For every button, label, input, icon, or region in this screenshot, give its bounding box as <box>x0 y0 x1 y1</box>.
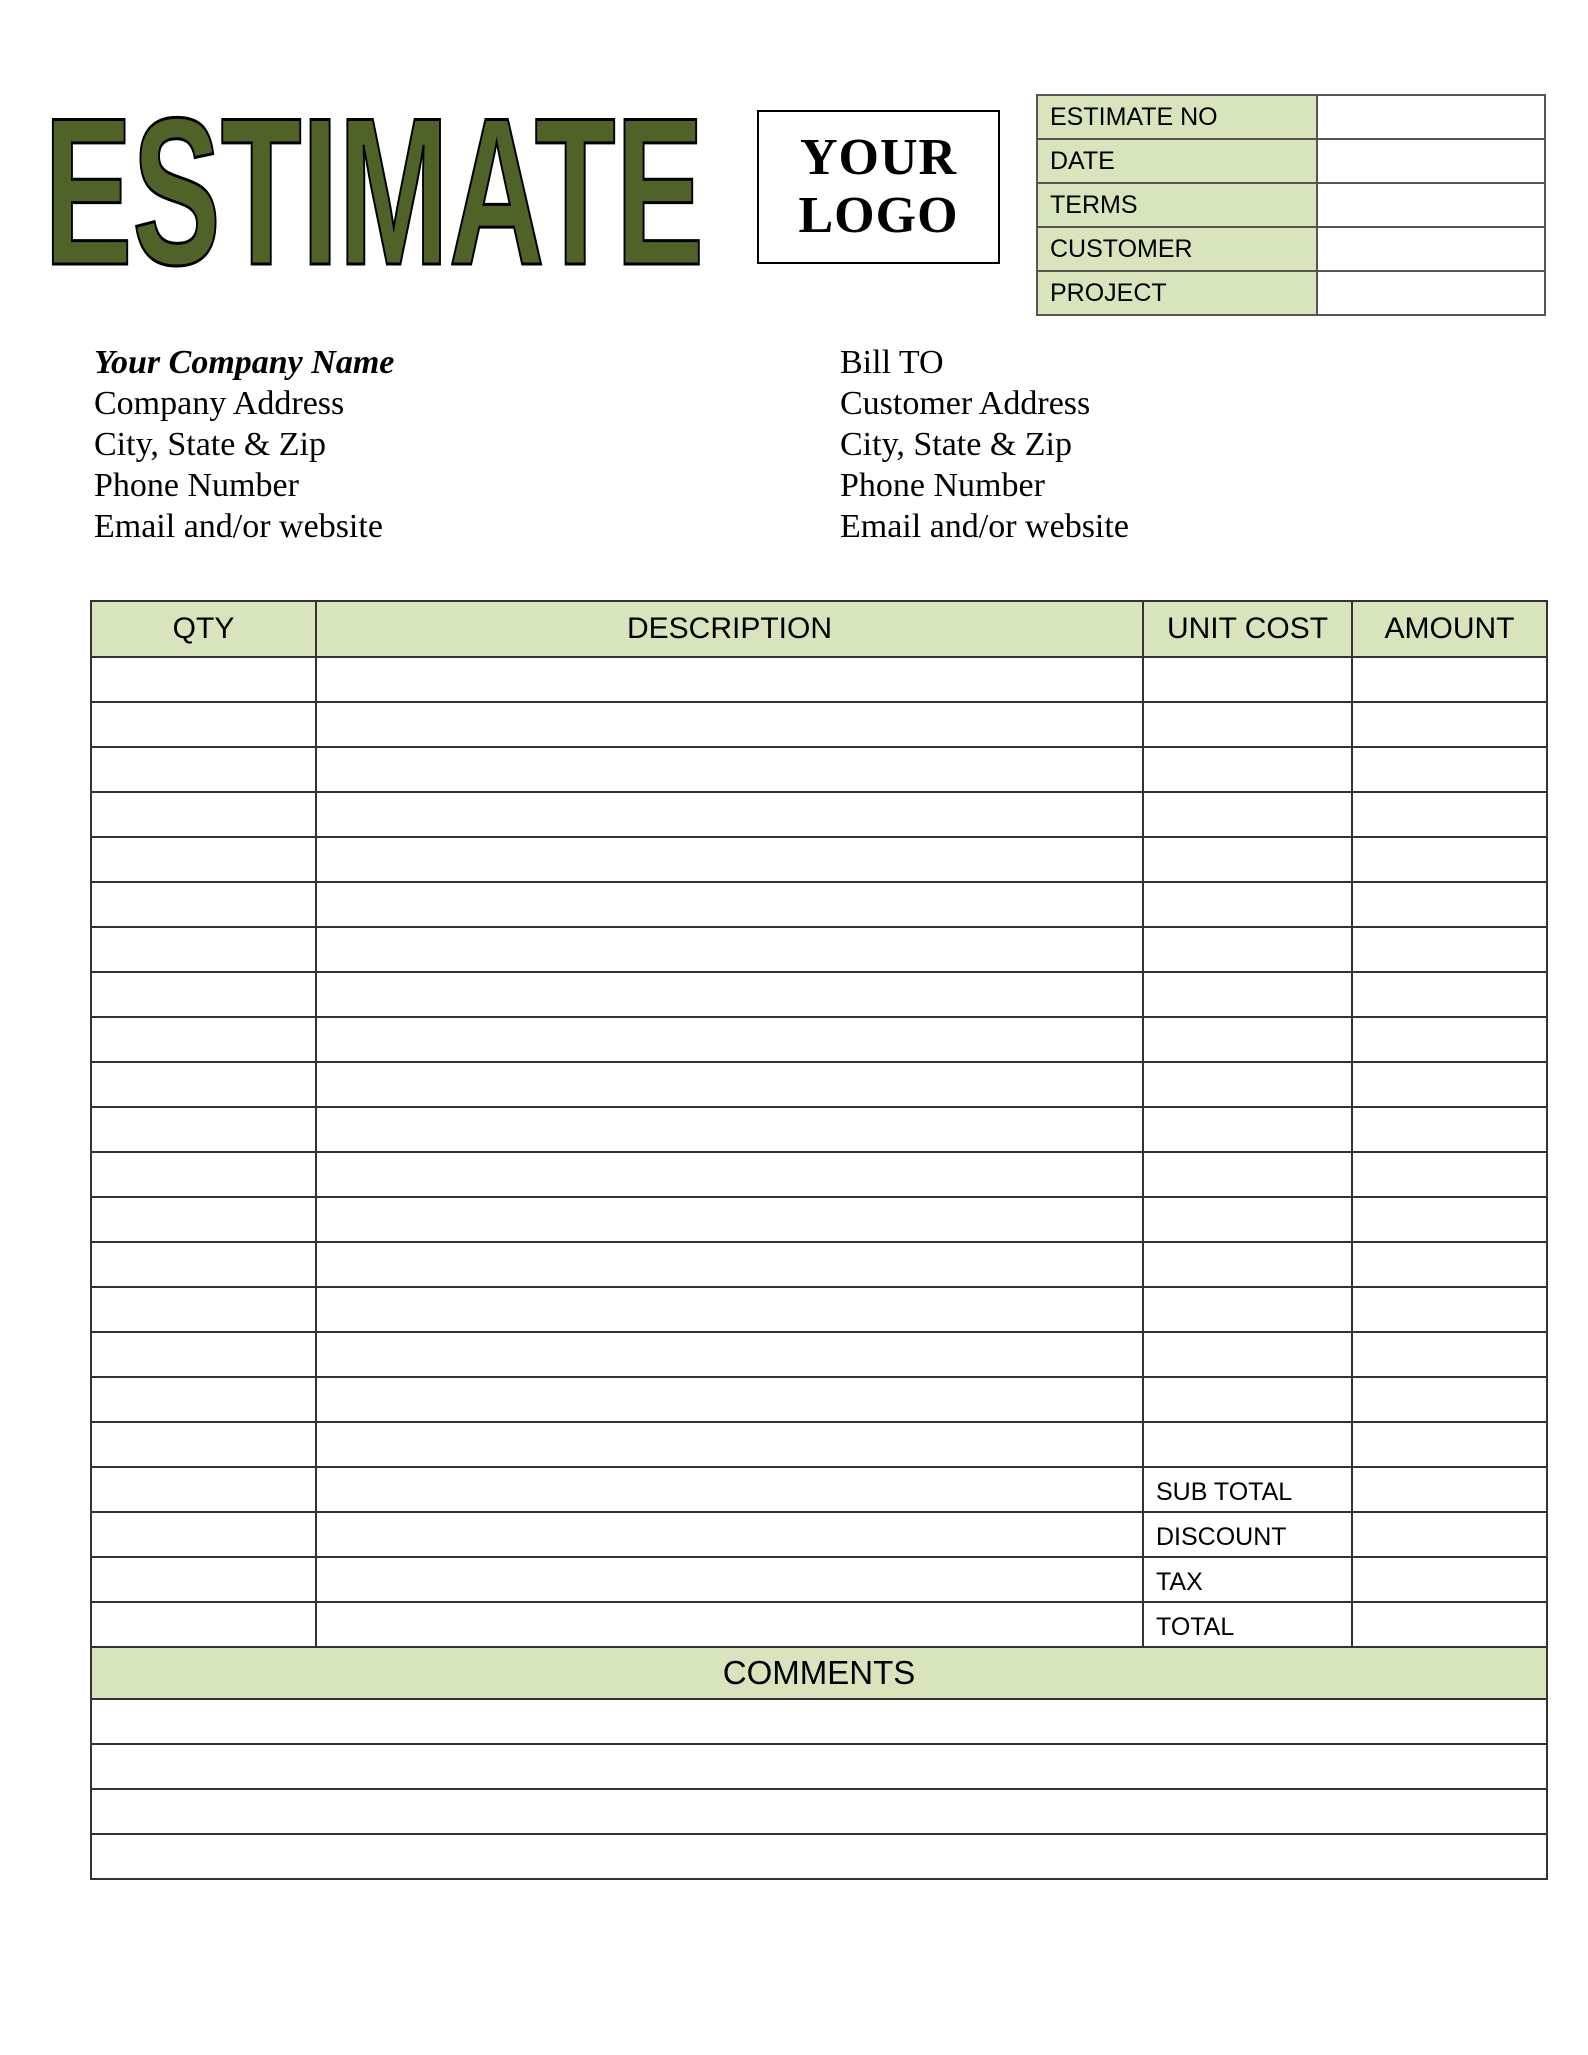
logo-line-1: YOUR <box>799 129 958 186</box>
unit-cost-cell[interactable] <box>1143 1152 1352 1197</box>
comments-header-row <box>91 1647 1547 1699</box>
description-cell[interactable] <box>316 1107 1143 1152</box>
amount-cell[interactable] <box>1352 702 1547 747</box>
table-header-row <box>91 601 1547 657</box>
qty-cell[interactable] <box>91 747 316 792</box>
description-cell[interactable] <box>316 1602 1143 1647</box>
customer-phone: Phone Number <box>840 467 1045 504</box>
table-row <box>91 1332 1547 1377</box>
table-row <box>91 747 1547 792</box>
unit-cost-cell[interactable] <box>1143 1377 1352 1422</box>
table-row <box>91 1152 1547 1197</box>
description-cell[interactable] <box>316 1197 1143 1242</box>
description-cell[interactable] <box>316 1467 1143 1512</box>
unit-cost-cell[interactable] <box>1143 792 1352 837</box>
comment-field[interactable] <box>91 1834 1547 1879</box>
description-cell[interactable] <box>316 1422 1143 1467</box>
tax-value[interactable] <box>1352 1557 1547 1602</box>
company-name: Your Company Name <box>94 344 395 381</box>
unit-cost-cell[interactable] <box>1143 1197 1352 1242</box>
qty-cell[interactable] <box>91 1467 316 1512</box>
customer-field[interactable] <box>1317 227 1545 271</box>
document-title <box>40 92 710 277</box>
summary-row-subtotal <box>91 1467 1547 1512</box>
discount-value[interactable] <box>1352 1512 1547 1557</box>
unit-cost-cell[interactable] <box>1143 1242 1352 1287</box>
qty-cell[interactable] <box>91 927 316 972</box>
comments-heading: COMMENTS <box>91 1647 1547 1699</box>
bill-to-block <box>840 342 1520 547</box>
line-items-body <box>91 657 1547 1879</box>
table-row <box>91 1422 1547 1467</box>
discount-label: DISCOUNT <box>1143 1512 1352 1557</box>
table-row <box>91 1107 1547 1152</box>
comment-line <box>91 1789 1547 1834</box>
table-row <box>91 927 1547 972</box>
summary-row-tax <box>91 1557 1547 1602</box>
unit-cost-cell[interactable] <box>1143 1422 1352 1467</box>
terms-field[interactable] <box>1317 183 1545 227</box>
logo-line-2: LOGO <box>798 187 959 244</box>
table-row <box>91 657 1547 702</box>
info-row-project <box>1037 271 1545 315</box>
description-header: DESCRIPTION <box>316 601 1143 657</box>
unit-cost-cell[interactable] <box>1143 1287 1352 1332</box>
total-label: TOTAL <box>1143 1602 1352 1647</box>
company-city: City, State & Zip <box>94 426 327 463</box>
qty-cell[interactable] <box>91 1512 316 1557</box>
unit-cost-cell[interactable] <box>1143 837 1352 882</box>
description-cell[interactable] <box>316 927 1143 972</box>
amount-cell[interactable] <box>1352 1377 1547 1422</box>
comment-line <box>91 1699 1547 1744</box>
amount-cell[interactable] <box>1352 1242 1547 1287</box>
amount-cell[interactable] <box>1352 972 1547 1017</box>
info-label: ESTIMATE NO <box>1037 95 1317 139</box>
table-row <box>91 1017 1547 1062</box>
qty-cell[interactable] <box>91 1197 316 1242</box>
qty-cell[interactable] <box>91 1602 316 1647</box>
amount-cell[interactable] <box>1352 1017 1547 1062</box>
table-row <box>91 837 1547 882</box>
amount-cell[interactable] <box>1352 1107 1547 1152</box>
amount-cell[interactable] <box>1352 1152 1547 1197</box>
qty-header: QTY <box>91 601 316 657</box>
unit-cost-cell[interactable] <box>1143 747 1352 792</box>
description-cell[interactable] <box>316 1377 1143 1422</box>
qty-cell[interactable] <box>91 1062 316 1107</box>
unit-cost-header: UNIT COST <box>1143 601 1352 657</box>
info-label: CUSTOMER <box>1037 227 1317 271</box>
unit-cost-cell[interactable] <box>1143 1107 1352 1152</box>
table-row <box>91 1287 1547 1332</box>
qty-cell[interactable] <box>91 1152 316 1197</box>
comment-field[interactable] <box>91 1744 1547 1789</box>
qty-cell[interactable] <box>91 1377 316 1422</box>
amount-cell[interactable] <box>1352 747 1547 792</box>
qty-cell[interactable] <box>91 1557 316 1602</box>
company-address-block <box>94 342 734 547</box>
logo-placeholder <box>757 110 1000 264</box>
company-phone: Phone Number <box>94 467 299 504</box>
qty-cell[interactable] <box>91 1017 316 1062</box>
amount-cell[interactable] <box>1352 657 1547 702</box>
comment-field[interactable] <box>91 1699 1547 1744</box>
info-label: DATE <box>1037 139 1317 183</box>
qty-cell[interactable] <box>91 792 316 837</box>
amount-cell[interactable] <box>1352 882 1547 927</box>
bill-to-heading: Bill TO <box>840 344 944 381</box>
qty-cell[interactable] <box>91 1107 316 1152</box>
amount-cell[interactable] <box>1352 927 1547 972</box>
line-items-table <box>90 600 1548 1880</box>
amount-cell[interactable] <box>1352 792 1547 837</box>
table-row <box>91 882 1547 927</box>
comment-field[interactable] <box>91 1789 1547 1834</box>
unit-cost-cell[interactable] <box>1143 1017 1352 1062</box>
date-field[interactable] <box>1317 139 1545 183</box>
amount-cell[interactable] <box>1352 1422 1547 1467</box>
description-cell[interactable] <box>316 882 1143 927</box>
amount-cell[interactable] <box>1352 1287 1547 1332</box>
description-cell[interactable] <box>316 1512 1143 1557</box>
info-label: PROJECT <box>1037 271 1317 315</box>
tax-label: TAX <box>1143 1557 1352 1602</box>
description-cell[interactable] <box>316 1017 1143 1062</box>
unit-cost-cell[interactable] <box>1143 882 1352 927</box>
summary-row-total <box>91 1602 1547 1647</box>
table-row <box>91 792 1547 837</box>
amount-cell[interactable] <box>1352 1197 1547 1242</box>
info-row-customer <box>1037 227 1545 271</box>
description-cell[interactable] <box>316 1332 1143 1377</box>
qty-cell[interactable] <box>91 1332 316 1377</box>
qty-cell[interactable] <box>91 1287 316 1332</box>
unit-cost-cell[interactable] <box>1143 1332 1352 1377</box>
table-row <box>91 702 1547 747</box>
table-row <box>91 1062 1547 1107</box>
qty-cell[interactable] <box>91 882 316 927</box>
table-row <box>91 1242 1547 1287</box>
qty-cell[interactable] <box>91 657 316 702</box>
unit-cost-cell[interactable] <box>1143 1062 1352 1107</box>
description-cell[interactable] <box>316 792 1143 837</box>
description-cell[interactable] <box>316 1062 1143 1107</box>
info-row-estimate-no <box>1037 95 1545 139</box>
customer-address: Customer Address <box>840 385 1091 422</box>
description-cell[interactable] <box>316 1557 1143 1602</box>
description-cell[interactable] <box>316 747 1143 792</box>
unit-cost-cell[interactable] <box>1143 972 1352 1017</box>
info-row-date <box>1037 139 1545 183</box>
estimate-info-table <box>1036 94 1546 316</box>
description-cell[interactable] <box>316 702 1143 747</box>
company-email: Email and/or website <box>94 508 383 545</box>
table-row <box>91 972 1547 1017</box>
amount-header: AMOUNT <box>1352 601 1547 657</box>
qty-cell[interactable] <box>91 837 316 882</box>
amount-cell[interactable] <box>1352 1332 1547 1377</box>
description-cell[interactable] <box>316 837 1143 882</box>
qty-cell[interactable] <box>91 972 316 1017</box>
amount-cell[interactable] <box>1352 837 1547 882</box>
title-text: ESTIMATE <box>44 92 704 277</box>
comment-line <box>91 1744 1547 1789</box>
project-field[interactable] <box>1317 271 1545 315</box>
description-cell[interactable] <box>316 657 1143 702</box>
table-row <box>91 1377 1547 1422</box>
company-address: Company Address <box>94 385 345 422</box>
comment-line <box>91 1834 1547 1879</box>
description-cell[interactable] <box>316 972 1143 1017</box>
info-label: TERMS <box>1037 183 1317 227</box>
customer-city: City, State & Zip <box>840 426 1073 463</box>
qty-cell[interactable] <box>91 1242 316 1287</box>
unit-cost-cell[interactable] <box>1143 702 1352 747</box>
unit-cost-cell[interactable] <box>1143 657 1352 702</box>
description-cell[interactable] <box>316 1287 1143 1332</box>
info-row-terms <box>1037 183 1545 227</box>
description-cell[interactable] <box>316 1242 1143 1287</box>
qty-cell[interactable] <box>91 702 316 747</box>
subtotal-label: SUB TOTAL <box>1143 1467 1352 1512</box>
subtotal-value[interactable] <box>1352 1467 1547 1512</box>
customer-email: Email and/or website <box>840 508 1129 545</box>
estimate-no-field[interactable] <box>1317 95 1545 139</box>
amount-cell[interactable] <box>1352 1062 1547 1107</box>
total-value[interactable] <box>1352 1602 1547 1647</box>
table-row <box>91 1197 1547 1242</box>
description-cell[interactable] <box>316 1152 1143 1197</box>
summary-row-discount <box>91 1512 1547 1557</box>
unit-cost-cell[interactable] <box>1143 927 1352 972</box>
title-graphic <box>40 92 710 277</box>
qty-cell[interactable] <box>91 1422 316 1467</box>
